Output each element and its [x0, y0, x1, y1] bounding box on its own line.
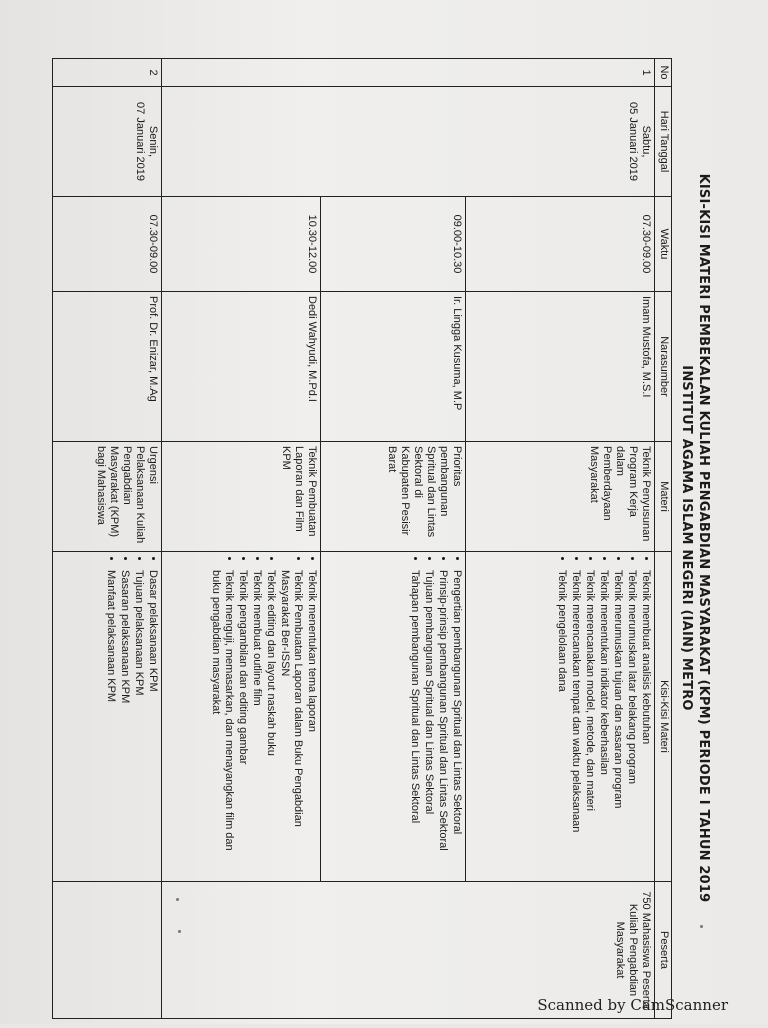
header-no: No [655, 59, 672, 87]
cell-narasumber: Dedi Wahyudi, M.Pd.I [162, 292, 320, 442]
document-title [678, 48, 712, 1028]
list-item: • Prinsip-prinsip pembangunan Spritual dan Lintas Sektoral [437, 570, 450, 877]
header-kisi-kisi: Kisi-Kisi Materi [655, 552, 672, 882]
cell-hari-tanggal [53, 87, 162, 197]
cell-date: 05 Januari 2019 [627, 102, 639, 181]
cell-peserta [53, 882, 162, 1019]
header-narasumber: Narasumber [655, 292, 672, 442]
title-line-2: INSTITUT AGAMA ISLAM NEGERI (IAIN) METRO [679, 365, 694, 711]
list-item: • Teknik Pembuatan Laporan dalam Buku Pengabdian Masyarakat Ber-ISSN [278, 570, 304, 877]
cell-kisi [320, 552, 466, 882]
cell-date: 07 Januari 2019 [134, 102, 147, 181]
rotated-document [12, 48, 712, 1028]
list-item: • Teknik menentukan indikator keberhasilan [597, 570, 610, 877]
cell-no: 1 [162, 59, 655, 87]
list-item: • Teknik menguji, memasarkan, dan menayangkan film dan buku pengabdian masyarakat [209, 570, 235, 877]
cell-no: 2 [53, 59, 162, 87]
cell-kisi [53, 552, 162, 882]
kisi-list [104, 556, 159, 877]
title-line-1: KISI-KISI MATERI PEMBEKALAN KULIAH PENGABDIAN MASYARAKAT (KPM) PERIODE I TAHUN 2019 [696, 173, 711, 903]
scan-speck [176, 898, 179, 901]
kisi-list [209, 556, 318, 877]
table-row [466, 59, 655, 1019]
cell-waktu: 10.30-12.00 [162, 197, 320, 292]
header-materi: Materi [655, 442, 672, 552]
list-item: • Sasaran pelaksanaan KPM [118, 570, 131, 877]
cell-waktu: 09.00-10.30 [320, 197, 466, 292]
list-item: • Manfaat pelaksanaan KPM [104, 570, 117, 877]
kisi-list [409, 556, 464, 877]
cell-day: Sabtu, [640, 125, 652, 158]
cell-waktu: 07.30-09.00 [53, 197, 162, 292]
list-item: • Teknik merencanakan tempat dan waktu pelaksanaan [569, 570, 582, 877]
cell-hari-tanggal [162, 87, 655, 197]
list-item: • Teknik merumuskan latar belakang program [625, 570, 638, 877]
scan-speck [178, 930, 181, 933]
cell-materi: Urgensi Pelaksanaan Kuliah Pengabdian Masyarakat (KPM) bagi Mahasiswa [53, 442, 162, 552]
list-item: • Tujuan pembangunan Spritual dan Lintas Sektoral [423, 570, 436, 877]
list-item: • Teknik membuat outline film [250, 570, 263, 877]
cell-waktu: 07.30-09.00 [466, 197, 655, 292]
cell-kisi [466, 552, 655, 882]
cell-materi: Teknik Penyusunan Program Kerja dalam Pemberdayaan Masyarakat [466, 442, 655, 552]
cell-kisi [162, 552, 320, 882]
list-item: • Tujuan pelaksanaan KPM [132, 570, 145, 877]
list-item: • Teknik pengelolaan dana [555, 570, 568, 877]
list-item: • Tahapan pembangunan Spritual dan Lintas Sektoral [409, 570, 422, 877]
cell-narasumber: Prof. Dr. Enizar, M.Ag [53, 292, 162, 442]
list-item: • Pengertian pembangunan Spritual dan Lintas Sektoral [451, 570, 464, 877]
header-peserta: Peserta [655, 882, 672, 1019]
cell-peserta: 750 Mahasiswa Peserta Kuliah Pengabdian Masyarakat [162, 882, 655, 1019]
table-row [53, 59, 162, 1019]
header-hari-tanggal: Hari Tanggal [655, 87, 672, 197]
schedule-table [52, 58, 672, 1019]
list-item: • Teknik merencanakan model, metode, dan materi [583, 570, 596, 877]
cell-narasumber: Imam Mustofa, M.S.I [466, 292, 655, 442]
table-header-row [655, 59, 672, 1019]
cell-materi: Prioritas pembangunan Spritual dan Lintas Sektoral di Kabupaten Pesisir Barat [320, 442, 466, 552]
cell-narasumber: Ir. Lingga Kusuma, M.P [320, 292, 466, 442]
kisi-list [555, 556, 652, 877]
list-item: • Teknik merumuskan tujuan dan sasaran program [611, 570, 624, 877]
scanner-watermark: Scanned by CamScanner [537, 996, 728, 1014]
header-waktu: Waktu [655, 197, 672, 292]
list-item: • Teknik pengambilan dan editing gambar [236, 570, 249, 877]
table-row [162, 59, 320, 1019]
list-item: • Dasar pelaksanaan KPM [146, 570, 159, 877]
cell-materi: Teknik Pembuatan Laporan dan Film KPM [162, 442, 320, 552]
scan-speck [700, 925, 703, 928]
list-item: • Teknik editing dan layout naskah buku [264, 570, 277, 877]
cell-day: Senin, [147, 125, 160, 158]
list-item: • Teknik menentukan tema laporan [305, 570, 318, 877]
table-row [320, 59, 466, 1019]
list-item: • Teknik membuat analisis kebutuhan [639, 570, 652, 877]
